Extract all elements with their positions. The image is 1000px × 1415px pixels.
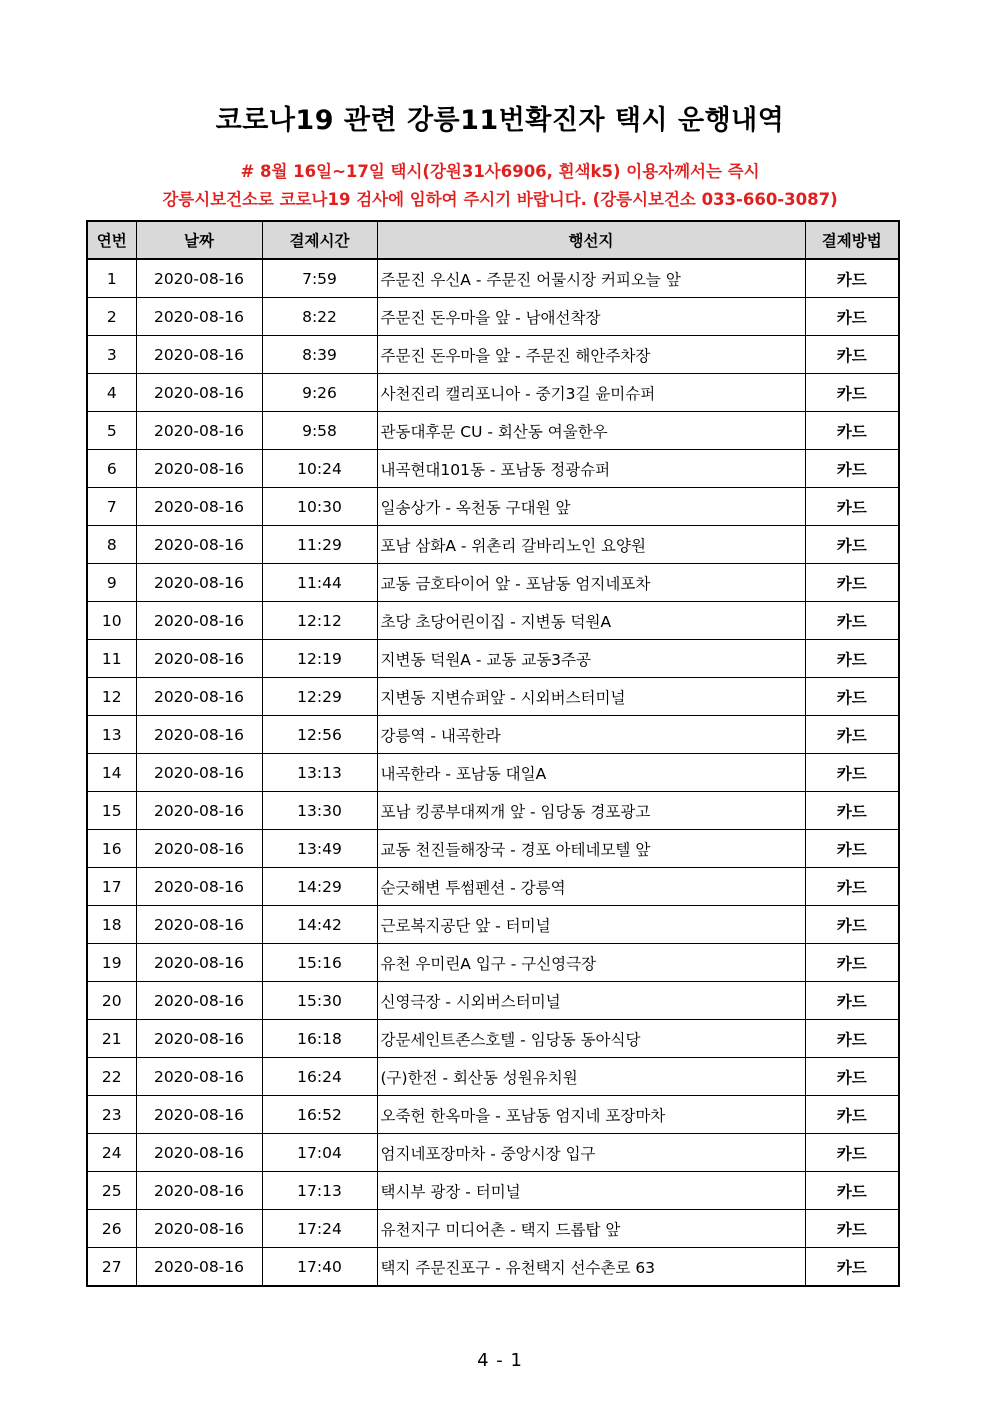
table-row bbox=[87, 526, 899, 564]
table-row bbox=[87, 640, 899, 678]
row-method: 카드 bbox=[805, 259, 899, 298]
row-index: 5 bbox=[87, 412, 136, 450]
table-row bbox=[87, 1020, 899, 1058]
row-date: 2020-08-16 bbox=[136, 1020, 262, 1058]
table-row bbox=[87, 1210, 899, 1248]
page-title: 코로나19 관련 강릉11번확진자 택시 운행내역 bbox=[215, 105, 785, 136]
row-time: 13:49 bbox=[262, 830, 377, 868]
row-date: 2020-08-16 bbox=[136, 868, 262, 906]
row-destination: 강릉역 - 내곡한라 bbox=[377, 716, 805, 754]
row-destination: 포남 킹콩부대찌개 앞 - 임당동 경포광고 bbox=[377, 792, 805, 830]
row-index: 14 bbox=[87, 754, 136, 792]
row-index: 25 bbox=[87, 1172, 136, 1210]
row-method: 카드 bbox=[805, 1058, 899, 1096]
page-number: 4 - 1 bbox=[477, 1350, 523, 1371]
header-payment-time: 결제시간 bbox=[262, 221, 377, 259]
table-row bbox=[87, 450, 899, 488]
row-index: 9 bbox=[87, 564, 136, 602]
row-destination: 주문진 돈우마을 앞 - 남애선착장 bbox=[377, 298, 805, 336]
row-method: 카드 bbox=[805, 830, 899, 868]
row-time: 15:16 bbox=[262, 944, 377, 982]
row-index: 12 bbox=[87, 678, 136, 716]
row-index: 4 bbox=[87, 374, 136, 412]
row-time: 8:39 bbox=[262, 336, 377, 374]
row-method: 카드 bbox=[805, 982, 899, 1020]
row-method: 카드 bbox=[805, 1134, 899, 1172]
row-time: 12:19 bbox=[262, 640, 377, 678]
row-method: 카드 bbox=[805, 488, 899, 526]
row-time: 17:04 bbox=[262, 1134, 377, 1172]
row-date: 2020-08-16 bbox=[136, 906, 262, 944]
row-index: 22 bbox=[87, 1058, 136, 1096]
table-row bbox=[87, 259, 899, 298]
row-method: 카드 bbox=[805, 678, 899, 716]
row-index: 27 bbox=[87, 1248, 136, 1287]
table-row bbox=[87, 1096, 899, 1134]
row-destination: 관동대후문 CU - 회산동 여울한우 bbox=[377, 412, 805, 450]
row-method: 카드 bbox=[805, 640, 899, 678]
table-body bbox=[87, 259, 899, 1286]
table-row bbox=[87, 298, 899, 336]
table-row bbox=[87, 906, 899, 944]
table-row bbox=[87, 1134, 899, 1172]
row-time: 9:58 bbox=[262, 412, 377, 450]
header-destination: 행선지 bbox=[377, 221, 805, 259]
row-index: 21 bbox=[87, 1020, 136, 1058]
row-date: 2020-08-16 bbox=[136, 526, 262, 564]
row-date: 2020-08-16 bbox=[136, 1172, 262, 1210]
row-time: 16:24 bbox=[262, 1058, 377, 1096]
table-row bbox=[87, 412, 899, 450]
row-date: 2020-08-16 bbox=[136, 298, 262, 336]
row-destination: 내곡현대101동 - 포남동 정광슈퍼 bbox=[377, 450, 805, 488]
row-time: 15:30 bbox=[262, 982, 377, 1020]
row-date: 2020-08-16 bbox=[136, 564, 262, 602]
row-date: 2020-08-16 bbox=[136, 450, 262, 488]
row-date: 2020-08-16 bbox=[136, 488, 262, 526]
row-index: 11 bbox=[87, 640, 136, 678]
row-date: 2020-08-16 bbox=[136, 754, 262, 792]
row-destination: 사천진리 캘리포니아 - 중기3길 윤미슈퍼 bbox=[377, 374, 805, 412]
row-time: 9:26 bbox=[262, 374, 377, 412]
row-method: 카드 bbox=[805, 298, 899, 336]
row-time: 11:29 bbox=[262, 526, 377, 564]
row-time: 14:42 bbox=[262, 906, 377, 944]
notice-line-1: # 8월 16일~17일 택시(강원31사6906, 흰색k5) 이용자께서는 즉시 bbox=[240, 162, 760, 181]
row-time: 12:56 bbox=[262, 716, 377, 754]
row-date: 2020-08-16 bbox=[136, 640, 262, 678]
row-time: 17:40 bbox=[262, 1248, 377, 1287]
row-method: 카드 bbox=[805, 450, 899, 488]
row-index: 10 bbox=[87, 602, 136, 640]
row-method: 카드 bbox=[805, 1248, 899, 1287]
table-row bbox=[87, 1058, 899, 1096]
row-destination: 강문세인트존스호텔 - 임당동 동아식당 bbox=[377, 1020, 805, 1058]
row-destination: 포남 삼화A - 위촌리 갈바리노인 요양원 bbox=[377, 526, 805, 564]
table-row bbox=[87, 564, 899, 602]
row-destination: 유천지구 미디어촌 - 택지 드롭탑 앞 bbox=[377, 1210, 805, 1248]
row-date: 2020-08-16 bbox=[136, 412, 262, 450]
row-time: 13:30 bbox=[262, 792, 377, 830]
table-row bbox=[87, 716, 899, 754]
row-date: 2020-08-16 bbox=[136, 1058, 262, 1096]
row-index: 3 bbox=[87, 336, 136, 374]
row-time: 17:13 bbox=[262, 1172, 377, 1210]
row-destination: 택시부 광장 - 터미널 bbox=[377, 1172, 805, 1210]
row-time: 13:13 bbox=[262, 754, 377, 792]
notice-line-2: 강릉시보건소로 코로나19 검사에 임하여 주시기 바랍니다. (강릉시보건소 033-660-3087) bbox=[162, 190, 838, 209]
table-row bbox=[87, 830, 899, 868]
row-time: 12:12 bbox=[262, 602, 377, 640]
row-method: 카드 bbox=[805, 1020, 899, 1058]
row-destination: 주문진 우신A - 주문진 어물시장 커피오늘 앞 bbox=[377, 259, 805, 298]
row-method: 카드 bbox=[805, 792, 899, 830]
row-index: 19 bbox=[87, 944, 136, 982]
row-time: 17:24 bbox=[262, 1210, 377, 1248]
row-date: 2020-08-16 bbox=[136, 259, 262, 298]
table-row bbox=[87, 982, 899, 1020]
row-time: 16:18 bbox=[262, 1020, 377, 1058]
row-method: 카드 bbox=[805, 1096, 899, 1134]
row-destination: 교동 천진들해장국 - 경포 아테네모텔 앞 bbox=[377, 830, 805, 868]
row-index: 7 bbox=[87, 488, 136, 526]
row-destination: 내곡한라 - 포남동 대일A bbox=[377, 754, 805, 792]
row-destination: 주문진 돈우마을 앞 - 주문진 해안주차장 bbox=[377, 336, 805, 374]
row-time: 7:59 bbox=[262, 259, 377, 298]
row-index: 13 bbox=[87, 716, 136, 754]
row-destination: 택지 주문진포구 - 유천택지 선수촌로 63 bbox=[377, 1248, 805, 1287]
table-row bbox=[87, 868, 899, 906]
row-destination: 지변동 덕원A - 교동 교동3주공 bbox=[377, 640, 805, 678]
row-date: 2020-08-16 bbox=[136, 1210, 262, 1248]
row-destination: 근로복지공단 앞 - 터미널 bbox=[377, 906, 805, 944]
row-index: 16 bbox=[87, 830, 136, 868]
row-date: 2020-08-16 bbox=[136, 716, 262, 754]
header-payment-method: 결제방법 bbox=[805, 221, 899, 259]
table-row bbox=[87, 754, 899, 792]
row-index: 8 bbox=[87, 526, 136, 564]
row-date: 2020-08-16 bbox=[136, 678, 262, 716]
row-date: 2020-08-16 bbox=[136, 1096, 262, 1134]
row-destination: 엄지네포장마차 - 중앙시장 입구 bbox=[377, 1134, 805, 1172]
row-date: 2020-08-16 bbox=[136, 830, 262, 868]
row-destination: 초당 초당어린이집 - 지변동 덕원A bbox=[377, 602, 805, 640]
row-index: 6 bbox=[87, 450, 136, 488]
row-method: 카드 bbox=[805, 602, 899, 640]
row-date: 2020-08-16 bbox=[136, 602, 262, 640]
table-row bbox=[87, 602, 899, 640]
table-row bbox=[87, 678, 899, 716]
row-method: 카드 bbox=[805, 944, 899, 982]
row-method: 카드 bbox=[805, 716, 899, 754]
row-index: 18 bbox=[87, 906, 136, 944]
row-index: 20 bbox=[87, 982, 136, 1020]
row-index: 24 bbox=[87, 1134, 136, 1172]
row-destination: 오죽헌 한옥마을 - 포남동 엄지네 포장마차 bbox=[377, 1096, 805, 1134]
row-date: 2020-08-16 bbox=[136, 944, 262, 982]
row-method: 카드 bbox=[805, 526, 899, 564]
row-index: 26 bbox=[87, 1210, 136, 1248]
row-method: 카드 bbox=[805, 906, 899, 944]
table-header-row bbox=[87, 221, 899, 259]
table-row bbox=[87, 336, 899, 374]
row-method: 카드 bbox=[805, 374, 899, 412]
table-row bbox=[87, 1172, 899, 1210]
row-index: 23 bbox=[87, 1096, 136, 1134]
table-row bbox=[87, 488, 899, 526]
row-time: 10:30 bbox=[262, 488, 377, 526]
row-method: 카드 bbox=[805, 754, 899, 792]
header-date: 날짜 bbox=[136, 221, 262, 259]
row-method: 카드 bbox=[805, 1210, 899, 1248]
table-row bbox=[87, 792, 899, 830]
row-time: 16:52 bbox=[262, 1096, 377, 1134]
row-method: 카드 bbox=[805, 412, 899, 450]
row-method: 카드 bbox=[805, 868, 899, 906]
row-destination: 유천 우미린A 입구 - 구신영극장 bbox=[377, 944, 805, 982]
row-time: 8:22 bbox=[262, 298, 377, 336]
row-index: 2 bbox=[87, 298, 136, 336]
row-date: 2020-08-16 bbox=[136, 982, 262, 1020]
row-destination: 신영극장 - 시외버스터미널 bbox=[377, 982, 805, 1020]
row-destination: 지변동 지변슈퍼앞 - 시외버스터미널 bbox=[377, 678, 805, 716]
header-index: 연번 bbox=[87, 221, 136, 259]
row-time: 11:44 bbox=[262, 564, 377, 602]
table-row bbox=[87, 1248, 899, 1287]
row-date: 2020-08-16 bbox=[136, 1134, 262, 1172]
row-destination: 순긋해변 투썸펜션 - 강릉역 bbox=[377, 868, 805, 906]
row-destination: 일송상가 - 옥천동 구대원 앞 bbox=[377, 488, 805, 526]
table-row bbox=[87, 944, 899, 982]
row-index: 17 bbox=[87, 868, 136, 906]
row-index: 15 bbox=[87, 792, 136, 830]
row-time: 10:24 bbox=[262, 450, 377, 488]
row-time: 12:29 bbox=[262, 678, 377, 716]
table-row bbox=[87, 374, 899, 412]
row-destination: (구)한전 - 회산동 성원유치원 bbox=[377, 1058, 805, 1096]
row-time: 14:29 bbox=[262, 868, 377, 906]
row-date: 2020-08-16 bbox=[136, 336, 262, 374]
taxi-route-table bbox=[86, 220, 900, 1287]
row-date: 2020-08-16 bbox=[136, 792, 262, 830]
row-method: 카드 bbox=[805, 1172, 899, 1210]
row-date: 2020-08-16 bbox=[136, 1248, 262, 1287]
row-index: 1 bbox=[87, 259, 136, 298]
row-destination: 교동 금호타이어 앞 - 포남동 엄지네포차 bbox=[377, 564, 805, 602]
row-date: 2020-08-16 bbox=[136, 374, 262, 412]
row-method: 카드 bbox=[805, 336, 899, 374]
row-method: 카드 bbox=[805, 564, 899, 602]
